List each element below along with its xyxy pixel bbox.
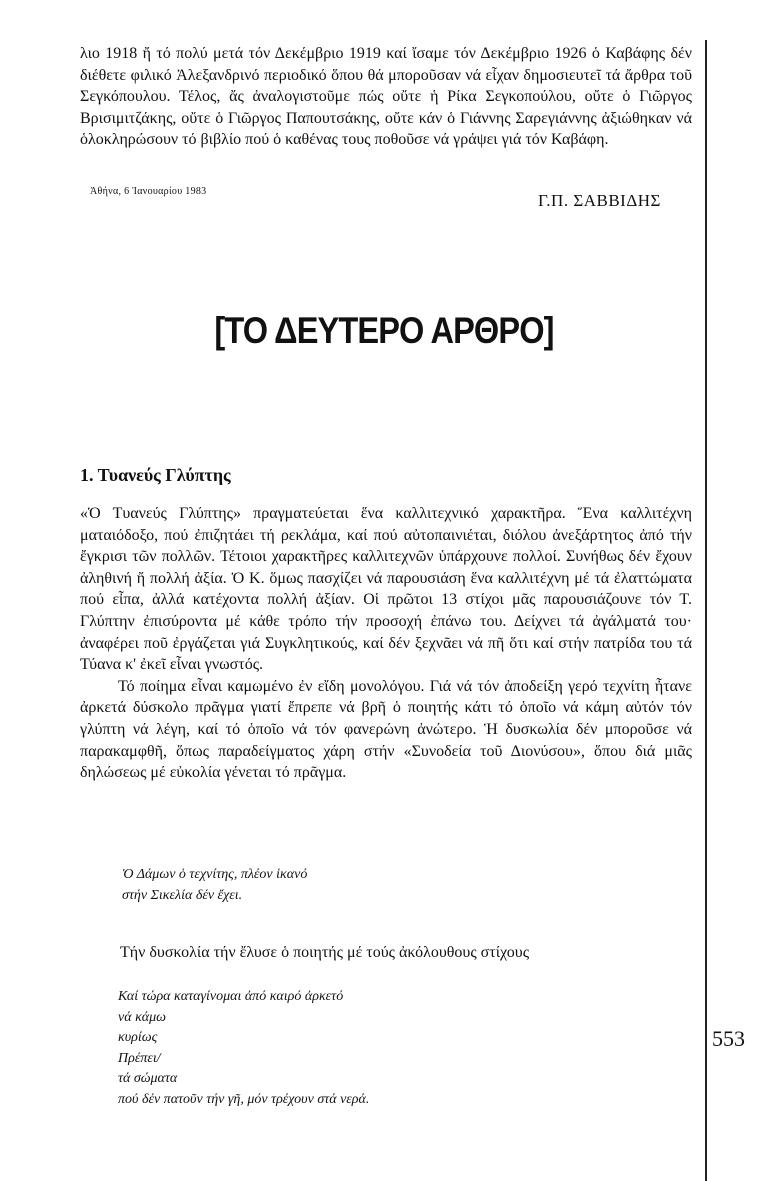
verse-block xyxy=(118,987,369,1110)
quote-line: στήν Σικελία δέν ἔχει. xyxy=(122,888,243,903)
intro-paragraph: λιο 1918 ἤ τό πολύ μετά τόν Δεκέμβριο 1919 καί ἴσαμε τόν Δεκέμβριο 1926 ὁ Καβάφης δέν διέθετε φιλικό Ἀλεξανδρινό περιοδικό ὅπου θά μποροῦσαν νά εἶχαν δημοσιευτεῖ τά ἄρθρα τοῦ Σεγκόπουλου. Τέλος, ἄς ἀναλογιστοῦμε πώς οὔτε ἡ Ρίκα Σεγκοπούλου, οὔτε ὁ Γιῶργος Βρισιμιτζάκης, οὔτε ὁ Γιῶργος Παπουτσάκης, οὔτε κάν ὁ Γιάννης Σαρεγιάννης ἀξιώθηκαν νά ὁλοκληρώσουν τό βιβλίο πού ὁ καθένας τους ποθοῦσε νά γράψει γιά τόν Καβάφη. xyxy=(80,45,692,149)
verse-line: πού δέν πατοῦν τήν γῆ, μόν τρέχουν στά νερά. xyxy=(118,1091,370,1107)
margin-rule xyxy=(705,40,707,1181)
verse-line: Καί τώρα καταγίνομαι ἀπό καιρό ἀρκετό xyxy=(118,989,344,1004)
connecting-sentence: Τήν δυσκολία τήν ἔλυσε ὁ ποιητής μέ τούς ἀκόλουθους στίχους xyxy=(120,944,530,961)
verse-line: τά σώματα xyxy=(118,1071,178,1086)
signature: Γ.Π. ΣΑΒΒΙΔΗΣ xyxy=(538,191,661,210)
verse-line: κυρίως xyxy=(118,1030,158,1045)
section-title: 1. Τυανεύς Γλύπτης xyxy=(80,465,231,485)
body-text xyxy=(80,503,692,784)
quote-line: Ὁ Δάμων ὁ τεχνίτης, πλέον ἱκανό xyxy=(122,867,308,882)
page-number: 553 xyxy=(712,1026,745,1051)
quote-block xyxy=(122,864,307,906)
article-heading: [ΤΟ ΔΕΥΤΕΡΟ ΑΡΘΡΟ] xyxy=(214,310,554,351)
dateline: Ἀθήνα, 6 Ἰανουαρίου 1983 xyxy=(90,186,207,197)
body-paragraph: Τό ποίημα εἶναι καμωμένο ἐν εἴδη μονολόγου. Γιά νά τόν ἀποδείξη γερό τεχνίτη ἦτανε ἀρκετά δύσκολο πρᾶγμα γιατί ἔπρεπε νά βρῆ ὁ ποιητής κάτι τό ὁποῖο νά κάμη αὐτόν τόν γλύπτη νά λέγη, καί τό ὁποῖο νά τόν φανερώνη ἀνώτερο. Ἡ δυσκωλία δέν μποροῦσε νά παρακαμφθῆ, ὅπως παραδείγματος χάρη στήν «Συνοδεία τοῦ Διονύσου», ὅπου διά μιᾶς δηλώσεως μέ εὐκολία γένεται τό πρᾶγμα. xyxy=(80,677,692,782)
verse-line: Πρέπει/ xyxy=(118,1050,161,1066)
body-paragraph: «Ὁ Τυανεύς Γλύπτης» πραγματεύεται ἕνα καλλιτεχνικό χαρακτῆρα. Ἕνα καλλιτέχνη ματαιόδοξο, πού ἐπιζητάει τή ρεκλάμα, καί πού αὐτοπαινιέται, διόλου ἀνεξάρτητος ἀπό τήν ἔγκρισι τῶν πολλῶν. Τέτοιοι χαρακτῆρες καλλιτεχνῶν ὑπάρχουνε πολλοί. Συνήθως δέν ἔχουν ἀληθινή ἤ πολλή ἀξία. Ὁ Κ. ὅμως πασχίζει νά παρουσιάση ἕνα καλλιτέχνη μέ τά ἐλαττώματα πού εἶπα, ἀλλά κατέχοντα πολλή ἀξίαν. Οἱ πρῶτοι 13 στίχοι μᾶς παρουσιάζουνε τόν Τ. Γλύπτην ἐπισύροντα μέ κάθε τρόπο τήν προσοχή ἐπάνω του. Δείχνει τά ἀγάλματά του· ἀναφέρει ποῦ ἐργάζεται γιά Συγκλητικούς, καί δέν ξεχνᾶει νά πῆ ὅτι καί στήν πατρίδα του τά Τύανα κ' ἐκεῖ εἶναι γνωστός. xyxy=(80,505,692,674)
verse-line: νά κάμω xyxy=(118,1009,167,1025)
